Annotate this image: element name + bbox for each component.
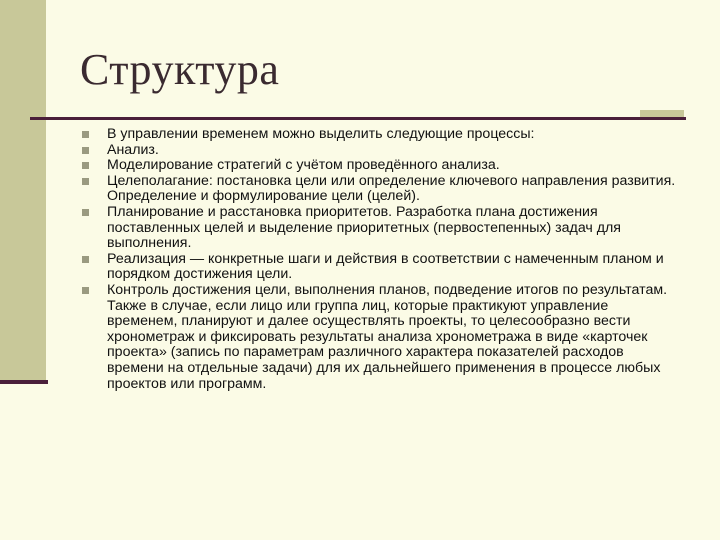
square-bullet-icon <box>82 256 89 263</box>
square-bullet-icon <box>82 131 89 138</box>
list-item <box>82 127 682 143</box>
list-item-text: В управлении временем можно выделить следующие процессы: <box>107 126 535 142</box>
slide-title: Структура <box>80 45 280 94</box>
list-item-text: Контроль достижения цели, выполнения планов, подведение итогов по результатам. Также в случае, если лицо или группа лиц, которые практикуют управление временем, планируют и далее осуществлять проекты, то целесообразно вести хронометраж и фиксировать результаты анализа хронометража в виде «карточек проекта» (запись по параметрам различного характера показателей расходов времени на отдельные задачи) для их дальнейшего применения в процессе любых проектов или программ. <box>107 281 668 392</box>
list-item <box>82 252 682 283</box>
divider-accent-block <box>640 110 684 117</box>
square-bullet-icon <box>82 178 89 185</box>
list-item-text: Планирование и расстановка приоритетов. Разработка плана достижения поставленных целей и выделение приоритетных (первостепенных) задач для выполнения. <box>107 203 621 252</box>
list-item-text: Анализ. <box>107 141 159 158</box>
list-item-text: Реализация — конкретные шаги и действия в соответствии с намеченным планом и порядком достижения цели. <box>107 250 664 283</box>
list-item <box>82 205 682 252</box>
square-bullet-icon <box>82 209 89 216</box>
list-item-text: Моделирование стратегий с учётом проведённого анализа. <box>107 157 500 174</box>
list-item <box>82 143 682 159</box>
list-item <box>82 158 682 174</box>
title-divider <box>30 117 686 120</box>
square-bullet-icon <box>82 287 89 294</box>
list-item-text: Целеполагание: постановка цели или определение ключевого направления развития. Определение и формулирование цели (целей). <box>107 172 676 205</box>
list-item <box>82 283 682 392</box>
list-item <box>82 174 682 205</box>
left-decorative-band <box>0 0 46 382</box>
left-band-underline <box>0 380 48 384</box>
square-bullet-icon <box>82 162 89 169</box>
bullet-list <box>82 127 682 392</box>
square-bullet-icon <box>82 147 89 154</box>
